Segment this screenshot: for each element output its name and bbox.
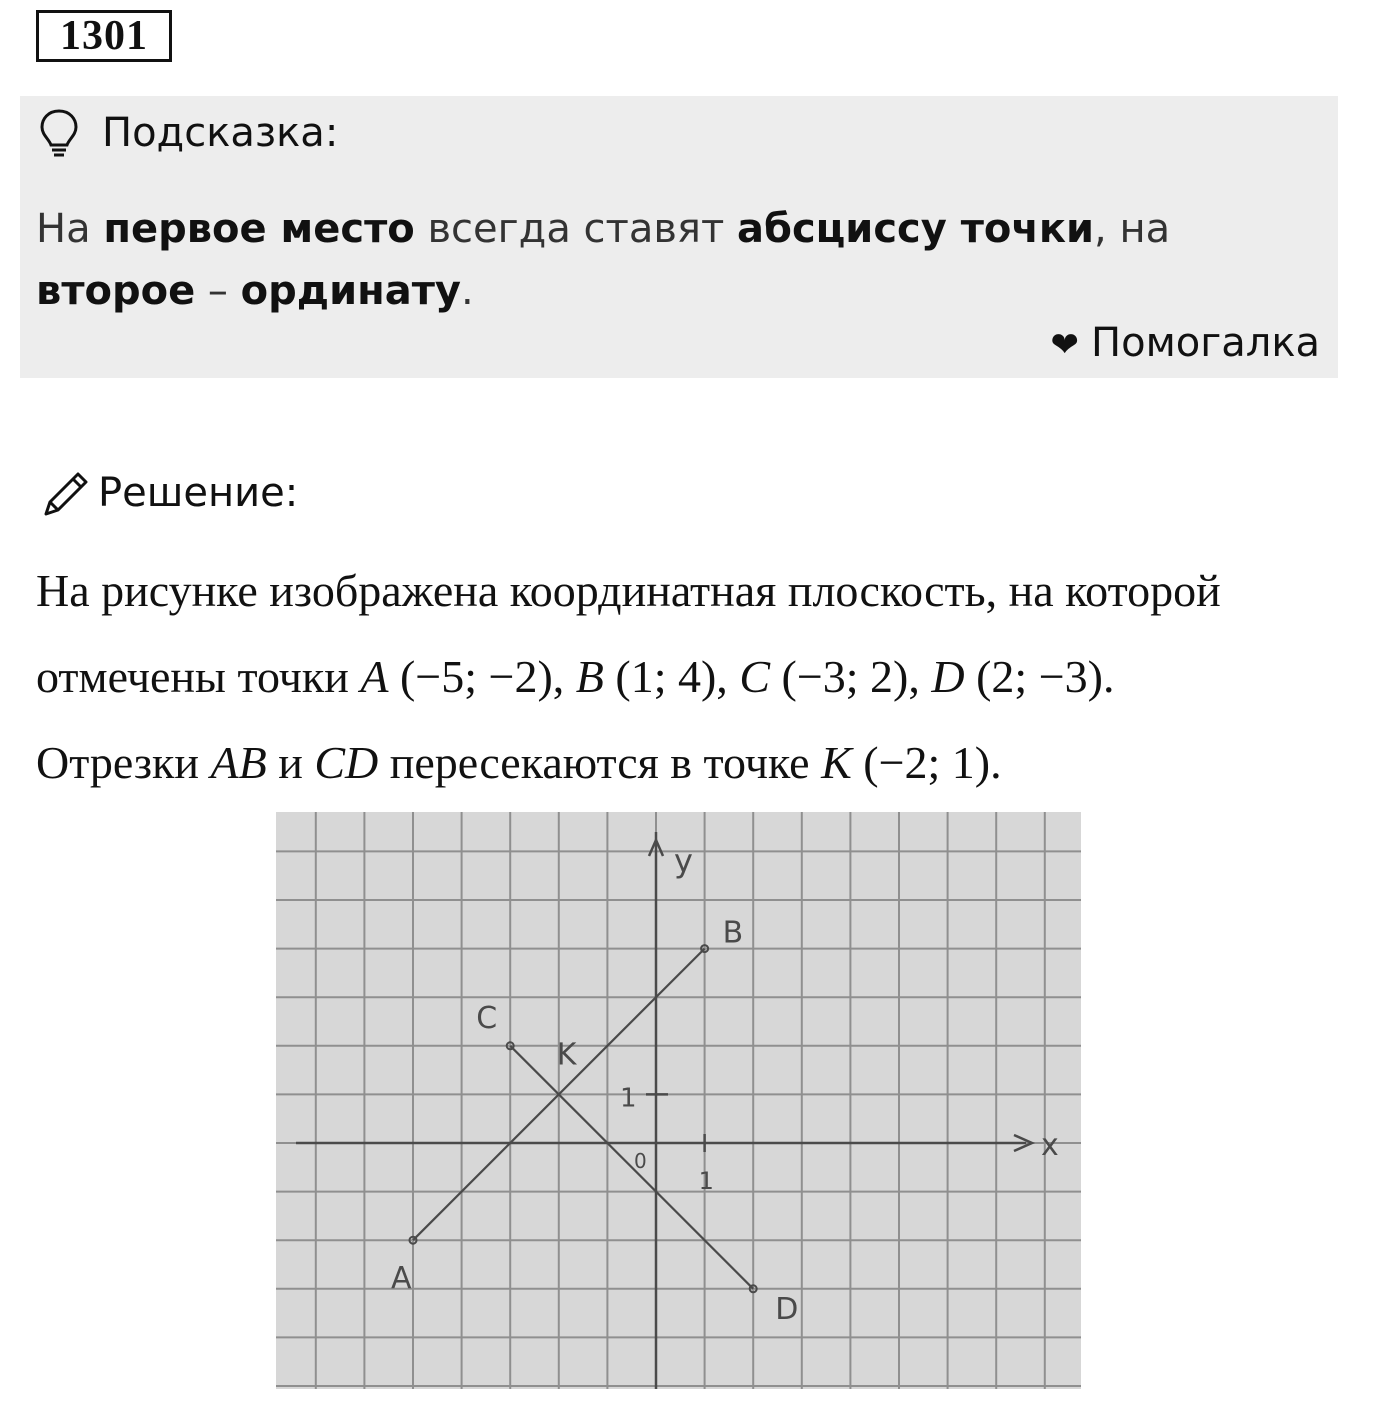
x-unit-label: 1 [698,1167,714,1195]
solution-line [36,634,1356,720]
text-segment: (1; 4), [603,651,740,702]
text-segment: На рисунке изображена координатная плоскость, на которой [36,565,1221,616]
hint-segment: – [195,268,241,314]
math-variable: A [360,651,389,702]
segment-CD [510,1046,753,1289]
hint-emphasis: абсциссу точки [737,206,1095,252]
math-variable: D [931,651,965,702]
credit [1051,320,1320,366]
point-label-A: A [391,1261,412,1297]
hint-segment: На [36,206,104,252]
credit-label: Помогалка [1091,320,1320,366]
hint-emphasis: второе [36,268,196,314]
solution-line [36,548,1356,634]
point-label-D: D [775,1291,799,1327]
y-axis-label: y [674,842,693,880]
solution-title: Решение: [98,470,299,516]
hint-segment: . [461,268,474,314]
origin-label: 0 [634,1149,647,1173]
text-segment: пересекаются в точке [378,737,822,788]
hint-emphasis: первое место [103,206,415,252]
text-segment: отмечены точки [36,651,361,702]
hint-title: Подсказка: [102,110,339,156]
text-segment: (−5; −2), [388,651,576,702]
solution-text [36,548,1356,806]
hint-segment: всегда ставят [414,206,738,252]
math-variable: B [575,651,604,702]
solution-line [36,720,1356,806]
hint-segment: , на [1094,206,1171,252]
text-segment: (−2; 1). [851,737,1002,788]
y-unit-label: 1 [620,1083,637,1114]
pencil-icon [38,468,92,522]
hint-emphasis: ординату [240,268,461,314]
math-variable: K [821,737,852,788]
point-label-C: C [476,1000,498,1036]
x-axis-label: x [1041,1128,1059,1163]
math-variable: AB [210,737,267,788]
point-label-B: B [722,915,744,951]
text-segment: (−3; 2), [770,651,932,702]
lightbulb-icon [38,108,80,160]
problem-number: 1301 [36,10,172,62]
text-segment: и [266,737,315,788]
hint-text [36,198,1306,322]
point-label-K: K [556,1037,577,1073]
text-segment: (2; −3). [964,651,1115,702]
coordinate-plane-figure [276,812,1081,1389]
math-variable: C [739,651,770,702]
hint-panel [20,96,1338,378]
math-variable: CD [314,737,379,788]
text-segment: Отрезки [36,737,211,788]
heart-icon: ❤ [1050,325,1080,365]
